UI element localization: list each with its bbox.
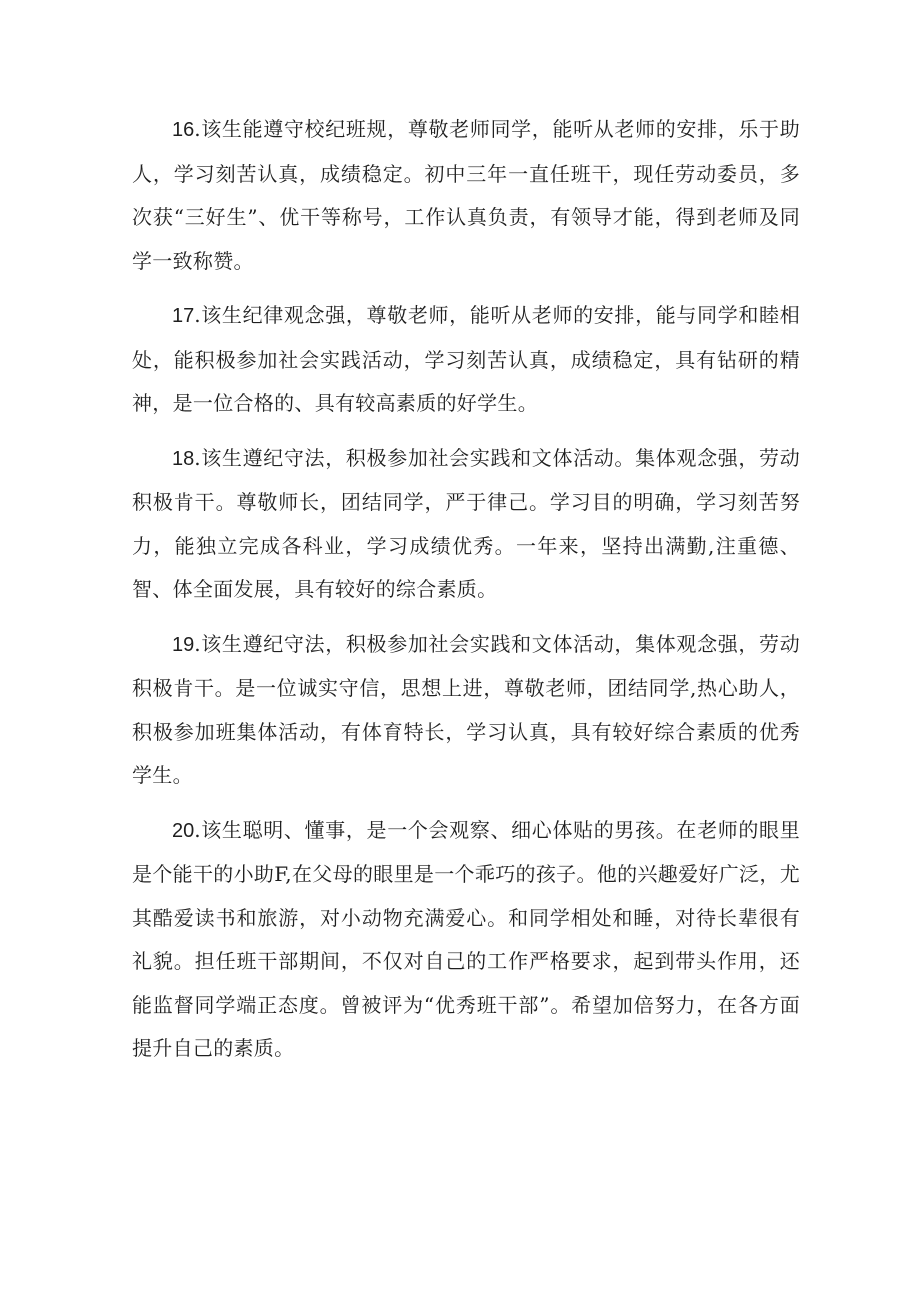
document-body [132, 108, 800, 1082]
paragraph-text: .该生遵纪守法，积极参加社会实践和文体活动。集体观念强，劳动积极肯干。尊敬师长，团结同学，严于律己。学习目的明确，学习刻苦努力，能独立完成各科业，学习成绩优秀。一年来，坚持出满勤,注重德、智、体全面发展，具有较好的综合素质。 [132, 445, 800, 601]
paragraph-text: .该生聪明、懂事，是一个会观察、细心体贴的男孩。在老师的眼里是个能干的小助F,在父母的眼里是一个乖巧的孩子。他的兴趣爱好广泛，尤其酷爱读书和旅游，对小动物充满爱心。和同学相处和睡，对待长辈很有礼貌。担任班干部期间，不仅对自己的工作严格要求，起到带头作用，还能监督同学端正态度。曾被评为“优秀班干部”。希望加倍努力，在各方面提升自己的素质。 [132, 817, 800, 1060]
comment-paragraph-20 [132, 809, 800, 1071]
comment-paragraph-16 [132, 108, 800, 283]
paragraph-number: 19 [172, 633, 195, 656]
comment-paragraph-18 [132, 437, 800, 612]
paragraph-number: 16 [172, 119, 195, 141]
paragraph-text: .该生能遵守校纪班规，尊敬老师同学，能听从老师的安排，乐于助人，学习刻苦认真，成绩稳定。初中三年一直任班干，现任劳动委员，多次获“三好生”、优干等称号，工作认真负责，有领导才能，得到老师及同学一致称赞。 [132, 117, 800, 273]
paragraph-text: .该生纪律观念强，尊敬老师，能听从老师的安排，能与同学和睦相处，能积极参加社会实践活动，学习刻苦认真，成绩稳定，具有钻研的精神，是一位合格的、具有较高素质的好学生。 [132, 303, 800, 415]
paragraph-number: 17 [172, 305, 195, 327]
paragraph-number: 18 [172, 447, 195, 470]
comment-paragraph-19 [132, 623, 800, 798]
paragraph-text: .该生遵纪守法，积极参加社会实践和文体活动，集体观念强，劳动积极肯干。是一位诚实守信，思想上进，尊敬老师，团结同学,热心助人，积极参加班集体活动，有体育特长，学习认真，具有较好综合素质的优秀学生。 [132, 631, 800, 787]
comment-paragraph-17 [132, 294, 800, 426]
paragraph-number: 20 [172, 819, 195, 842]
